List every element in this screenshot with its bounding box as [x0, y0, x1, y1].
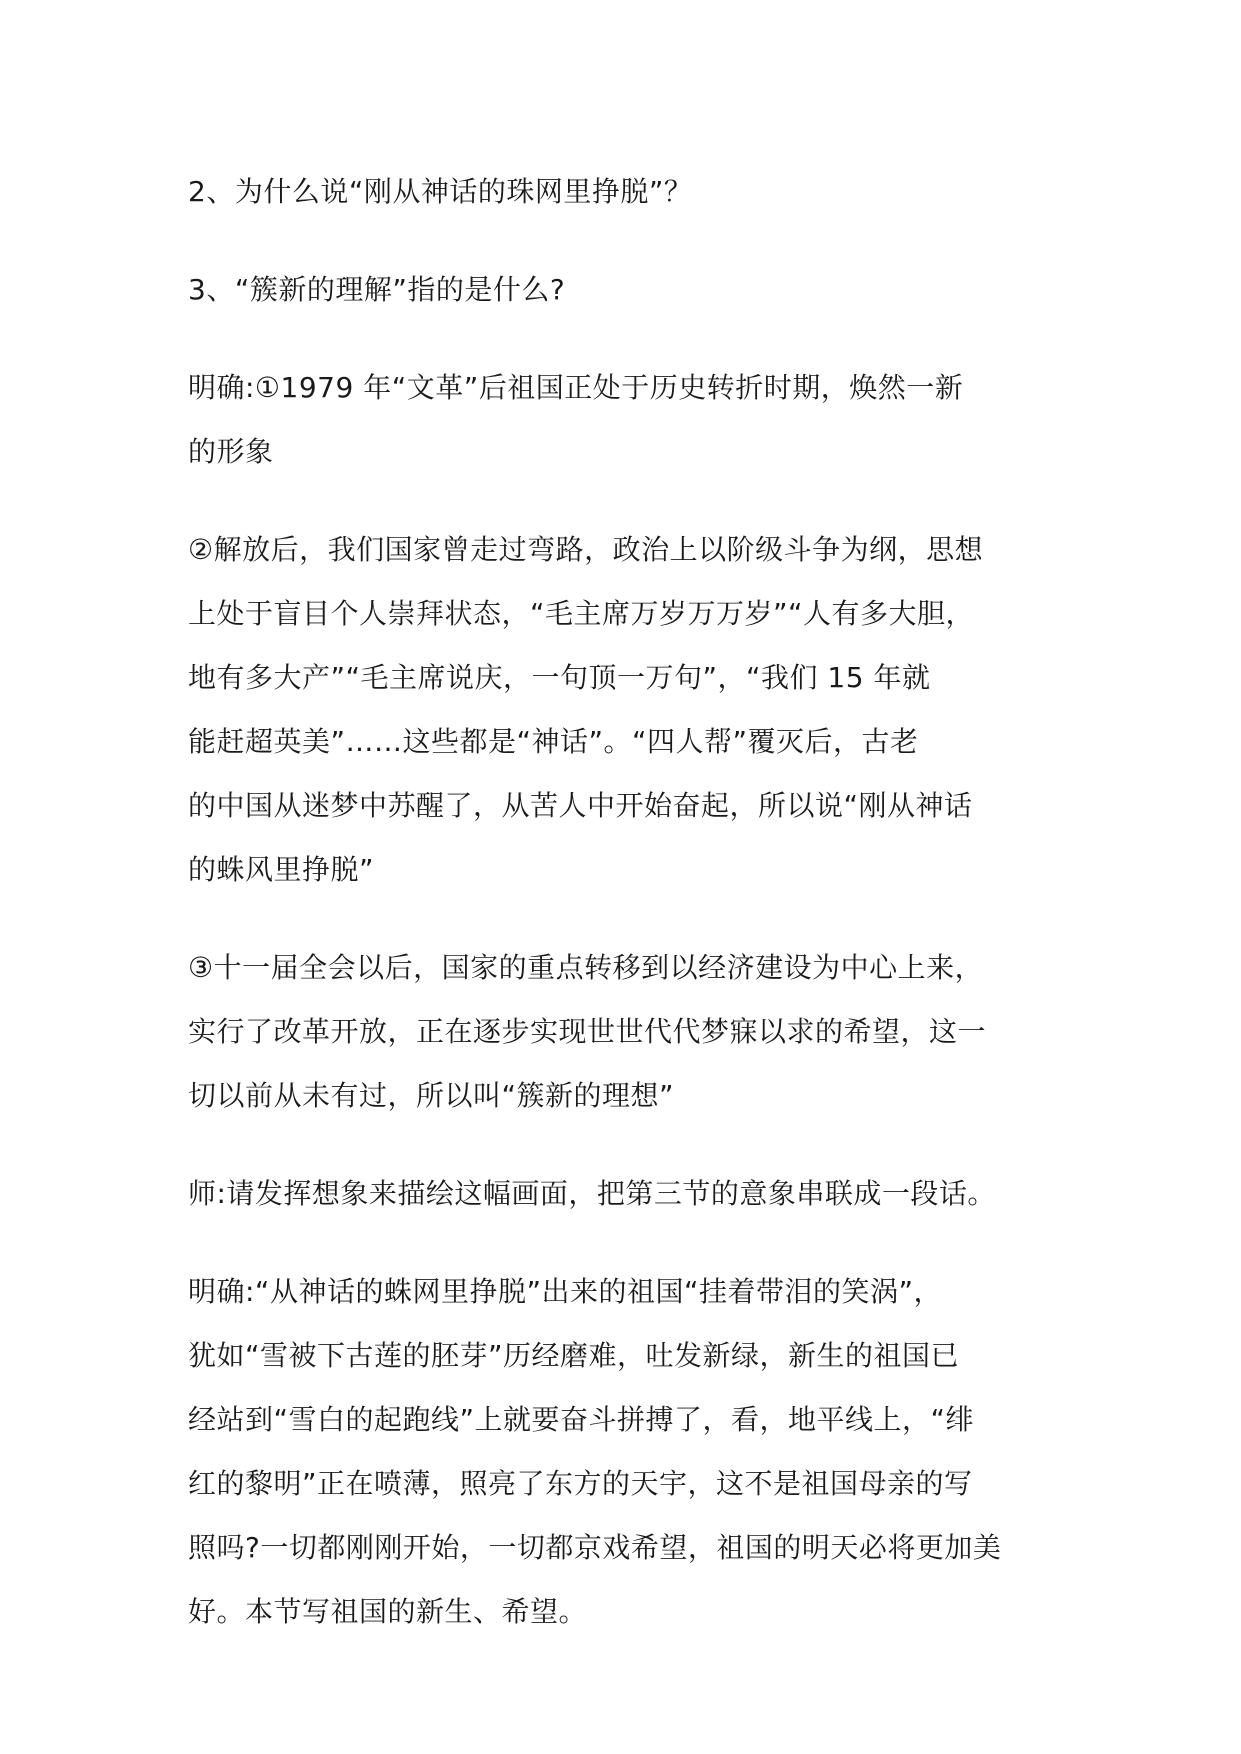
answer-2-line: 的中国从迷梦中苏醒了，从苦人中开始奋起，所以说“刚从神话 [188, 789, 973, 822]
answer-4 [188, 1260, 1093, 1644]
answer-1-line: 的形象 [188, 435, 274, 468]
answer-2-line: 能赶超英美”……这些都是“神话”。“四人帮”覆灭后，古老 [188, 725, 919, 758]
document-body [188, 160, 1093, 1644]
answer-4-line: 好。本节写祖国的新生、希望。 [188, 1595, 588, 1628]
answer-3-line: 切以前从未有过，所以叫“簇新的理想” [188, 1079, 675, 1112]
answer-1 [188, 356, 1093, 484]
answer-4-line: 犹如“雪被下古莲的胚芽”历经磨难，吐发新绿，新生的祖国已 [188, 1339, 960, 1372]
answer-2 [188, 518, 1093, 902]
answer-4-line: 经站到“雪白的起跑线”上就要奋斗拼搏了，看，地平线上，“绯 [188, 1403, 975, 1436]
answer-1-line: 明确:①1979 年“文革”后祖国正处于历史转折时期，焕然一新 [188, 371, 964, 404]
answer-2-line: 的蛛风里挣脱” [188, 853, 375, 886]
answer-4-line: 明确:“从神话的蛛网里挣脱”出来的祖国“挂着带泪的笑涡”， [188, 1275, 942, 1308]
answer-4-line: 照吗?一切都刚刚开始，一切都京戏希望，祖国的明天必将更加美 [188, 1531, 1002, 1564]
answer-3-line: 实行了改革开放，正在逐步实现世世代代梦寐以求的希望，这一 [188, 1015, 987, 1048]
answer-3 [188, 936, 1093, 1128]
question-2: 2、为什么说“刚从神话的珠网里挣脱”？ [188, 175, 693, 208]
teacher-prompt: 师:请发挥想象来描绘这幅画面，把第三节的意象串联成一段话。 [188, 1177, 996, 1210]
answer-3-line: ③十一届全会以后，国家的重点转移到以经济建设为中心上来， [188, 951, 984, 984]
question-3: 3、“簇新的理解”指的是什么? [188, 273, 566, 306]
answer-2-line: ②解放后，我们国家曾走过弯路，政治上以阶级斗争为纲，思想 [188, 533, 984, 566]
answer-2-line: 上处于盲目个人崇拜状态，“毛主席万岁万万岁”“人有多大胆， [188, 597, 975, 630]
answer-4-line: 红的黎明”正在喷薄，照亮了东方的天宇，这不是祖国母亲的写 [188, 1467, 973, 1500]
answer-2-line: 地有多大产”“毛主席说庆，一句顶一万句”，“我们 15 年就 [188, 661, 931, 694]
